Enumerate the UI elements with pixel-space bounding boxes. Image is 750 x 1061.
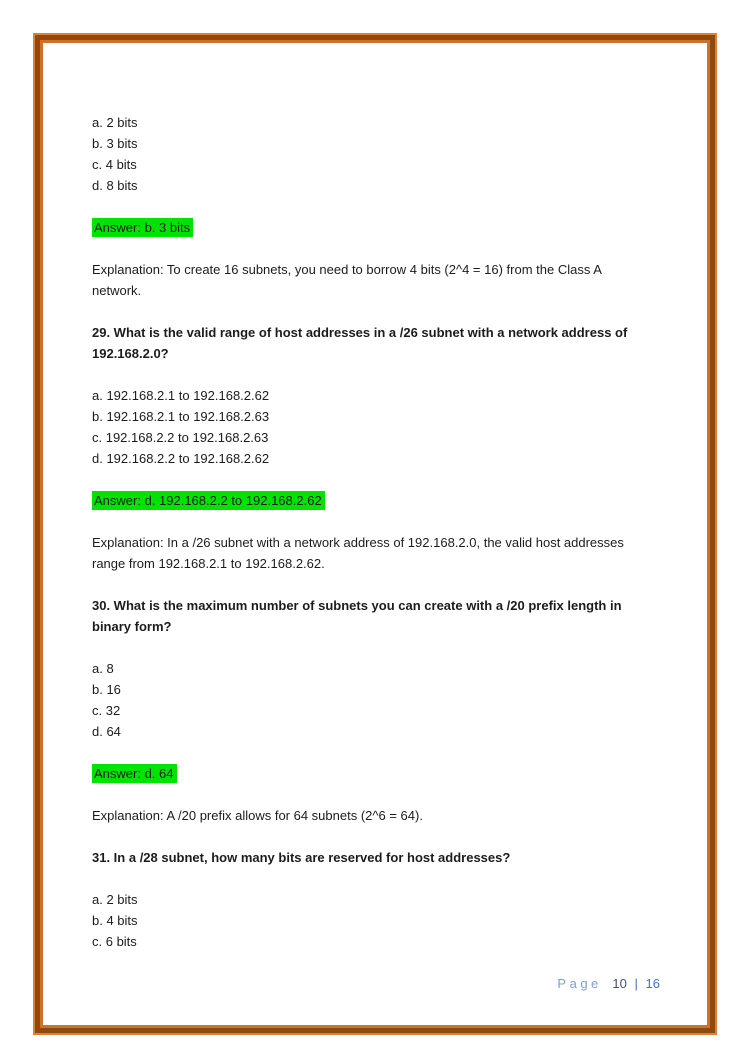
- answer-paragraph-q29: [92, 490, 660, 511]
- option-line: c. 32: [92, 703, 121, 718]
- option-line: b. 3 bits: [92, 136, 138, 151]
- options-group-q30: [92, 658, 660, 742]
- page-word-label: Page: [557, 976, 602, 991]
- question-line: 30. What is the maximum number of subnets you can create with a /20 prefix length in: [92, 598, 622, 613]
- document-page: [40, 40, 710, 1028]
- option-line: c. 4 bits: [92, 157, 137, 172]
- answer-highlight: Answer: d. 64: [92, 764, 177, 783]
- option-line: a. 8: [92, 661, 114, 676]
- option-line: d. 64: [92, 724, 121, 739]
- page-border-frame: [33, 33, 717, 1035]
- explanation-q30: [92, 805, 660, 826]
- page-number-separator: |: [634, 976, 638, 991]
- option-line: c. 6 bits: [92, 934, 137, 949]
- question-line: 192.168.2.0?: [92, 346, 169, 361]
- answer-highlight: Answer: d. 192.168.2.2 to 192.168.2.62: [92, 491, 325, 510]
- question-line: 29. What is the valid range of host addresses in a /26 subnet with a network address of: [92, 325, 628, 340]
- page-number-total: 16: [645, 976, 660, 991]
- explanation-q28: [92, 259, 660, 301]
- explanation-line: network.: [92, 283, 142, 298]
- option-line: b. 192.168.2.1 to 192.168.2.63: [92, 409, 270, 424]
- explanation-line: Explanation: In a /26 subnet with a network address of 192.168.2.0, the valid host addresses: [92, 535, 624, 550]
- option-line: d. 192.168.2.2 to 192.168.2.62: [92, 451, 270, 466]
- option-line: a. 2 bits: [92, 892, 138, 907]
- answer-highlight: Answer: b. 3 bits: [92, 218, 193, 237]
- option-line: a. 192.168.2.1 to 192.168.2.62: [92, 388, 270, 403]
- options-group-q29: [92, 385, 660, 469]
- answer-paragraph-q30: [92, 763, 660, 784]
- options-group-q31: [92, 889, 660, 952]
- explanation-line: Explanation: To create 16 subnets, you need to borrow 4 bits (2^4 = 16) from the Class A: [92, 262, 602, 277]
- option-line: b. 4 bits: [92, 913, 138, 928]
- option-line: d. 8 bits: [92, 178, 138, 193]
- question-heading-30: [92, 595, 660, 637]
- option-line: a. 2 bits: [92, 115, 138, 130]
- question-line: binary form?: [92, 619, 172, 634]
- page-footer: [92, 973, 660, 994]
- explanation-line: Explanation: A /20 prefix allows for 64 subnets (2^6 = 64).: [92, 808, 423, 823]
- page-number-current: 10: [612, 976, 627, 991]
- page-border-frame-inner: [35, 35, 715, 1033]
- option-line: c. 192.168.2.2 to 192.168.2.63: [92, 430, 269, 445]
- explanation-line: range from 192.168.2.1 to 192.168.2.62.: [92, 556, 325, 571]
- question-line: 31. In a /28 subnet, how many bits are reserved for host addresses?: [92, 850, 511, 865]
- options-group-q28: [92, 112, 660, 196]
- explanation-q29: [92, 532, 660, 574]
- question-heading-31: [92, 847, 660, 868]
- question-heading-29: [92, 322, 660, 364]
- option-line: b. 16: [92, 682, 121, 697]
- answer-paragraph-q28: [92, 217, 660, 238]
